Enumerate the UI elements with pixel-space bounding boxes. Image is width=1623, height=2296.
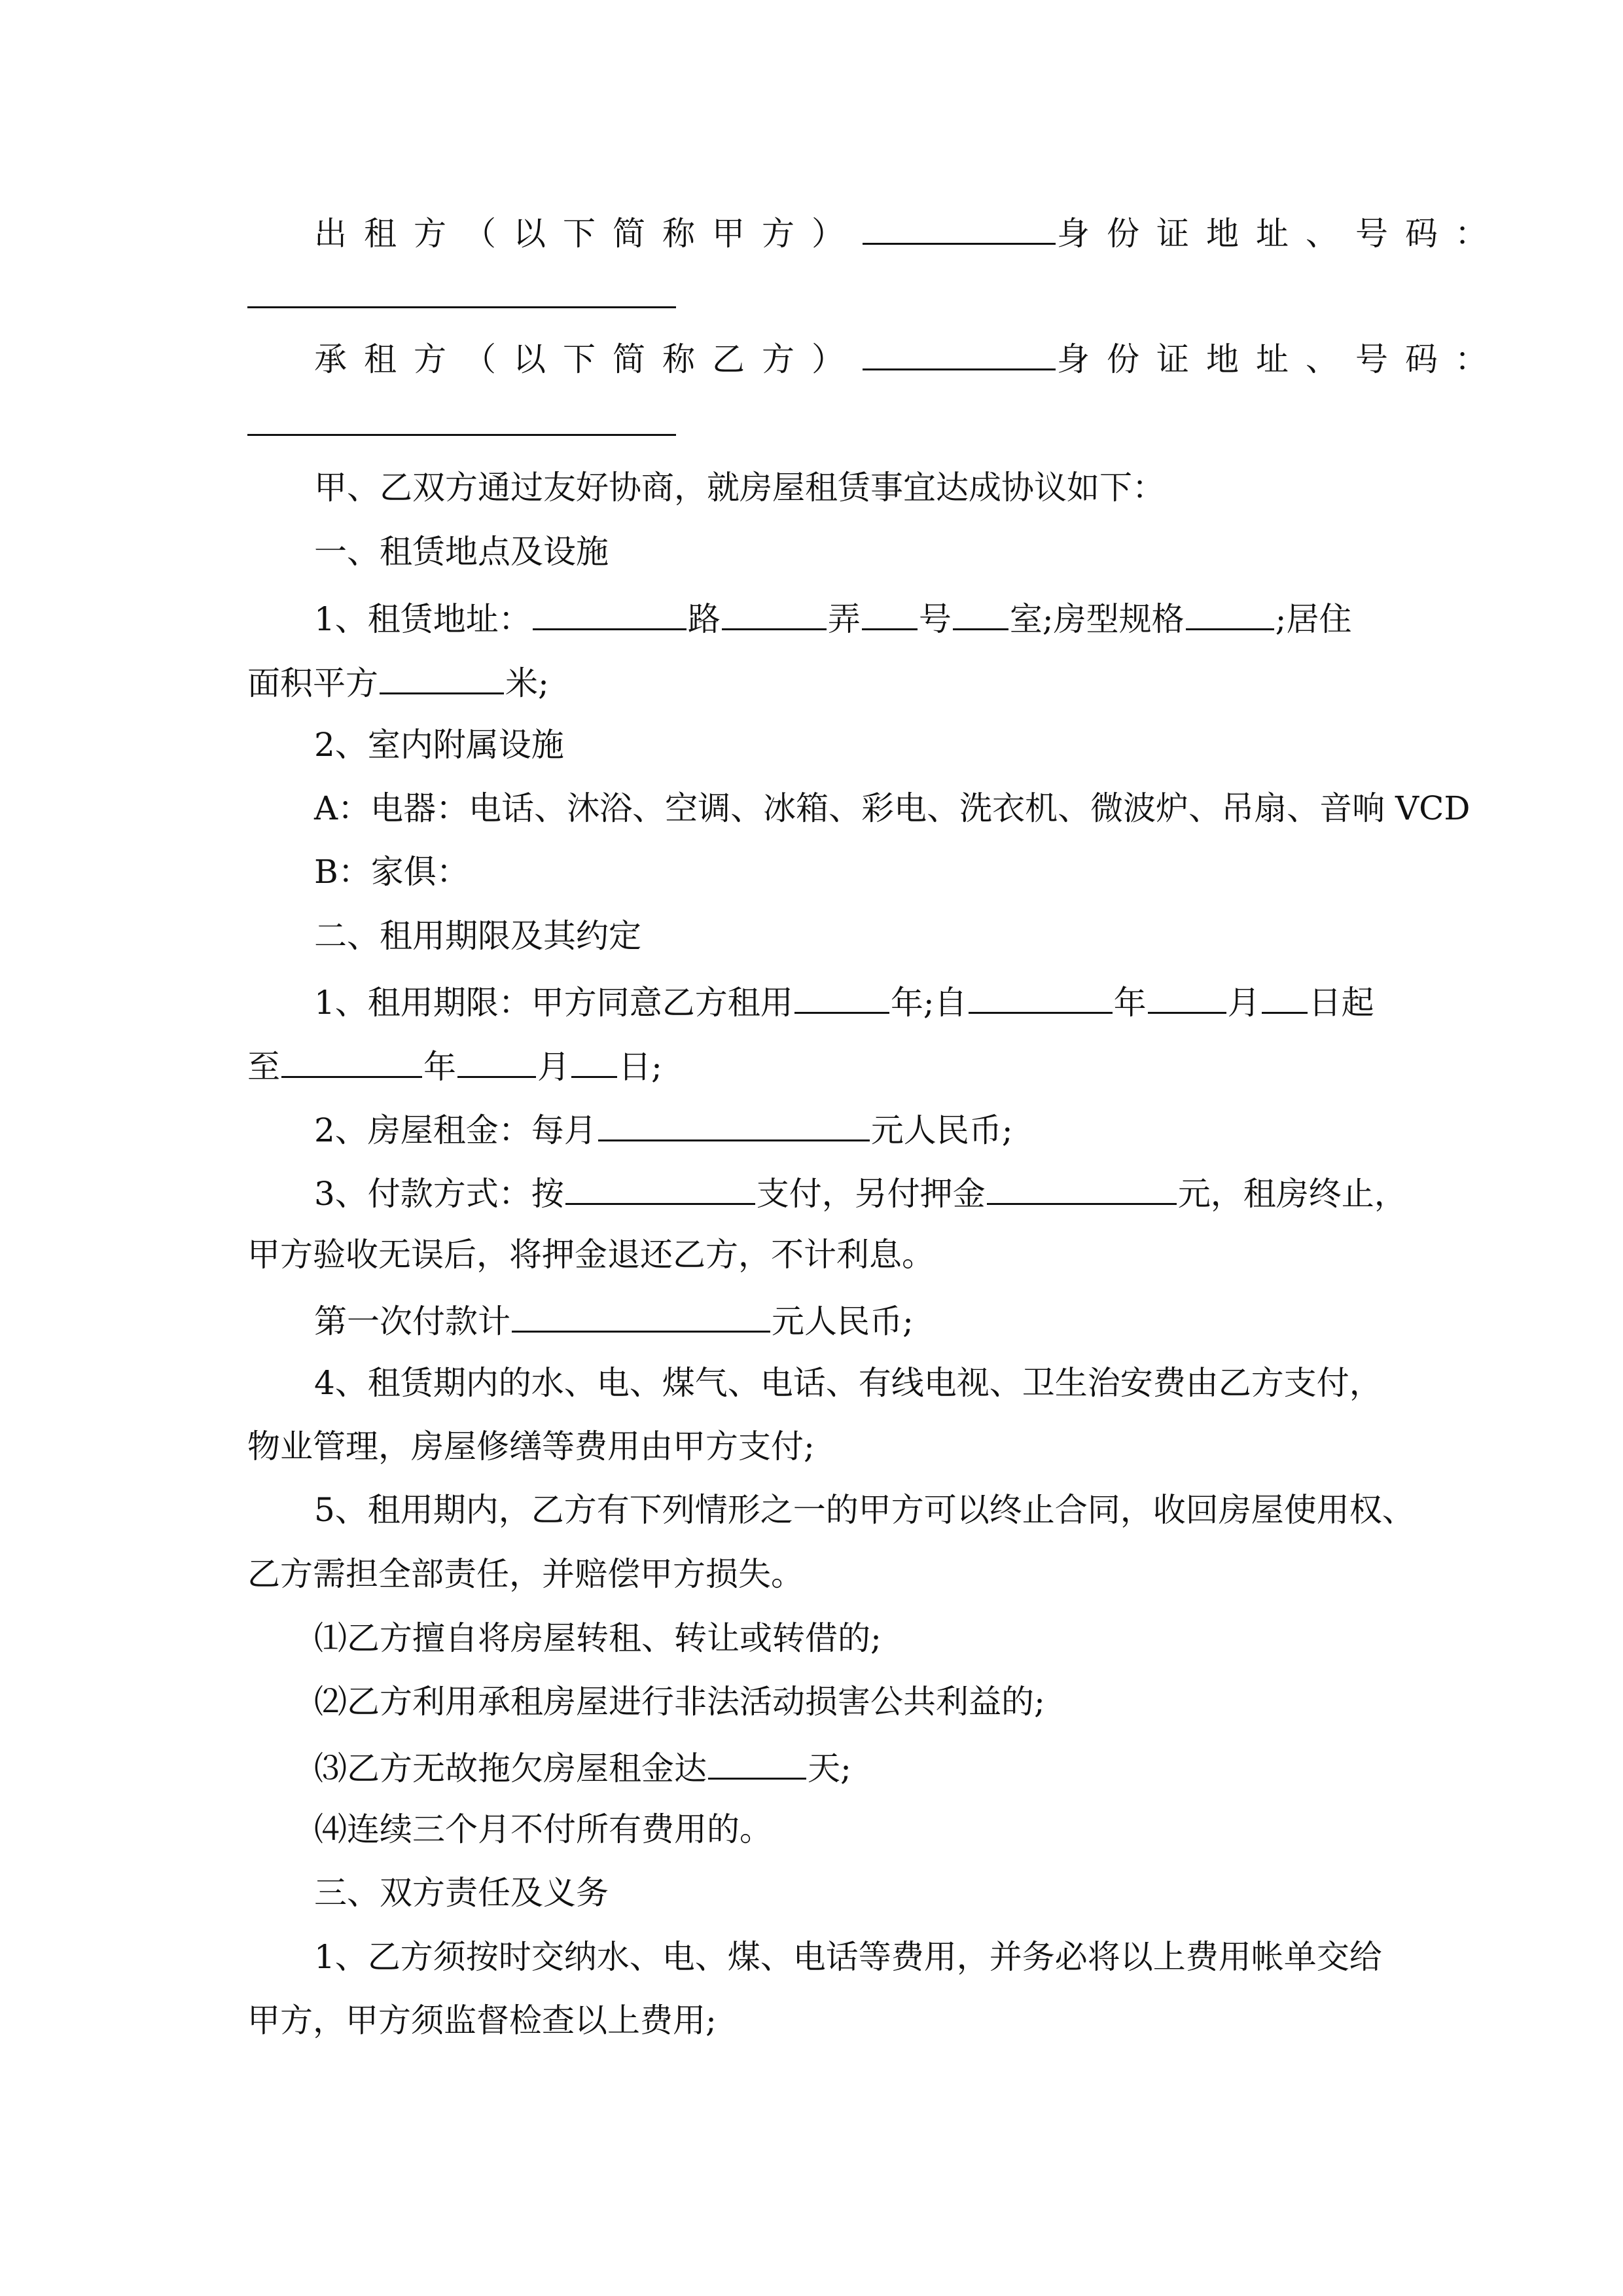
first-payment-unit: 元人民币; <box>772 1302 914 1340</box>
deposit-label: 支付，另付押金 <box>756 1175 986 1213</box>
facilities-title: 2、室内附属设施 <box>314 726 564 764</box>
condition-1: ⑴乙方擅自将房屋转租、转让或转借的; <box>314 1619 882 1657</box>
living-label: ;居住 <box>1275 600 1352 638</box>
area-label: 面积平方 <box>247 664 378 702</box>
arrears-label: ⑶乙方无故拖欠房屋租金达 <box>314 1749 707 1787</box>
payment-method-label: 3、付款方式：按 <box>314 1175 564 1213</box>
years-blank[interactable] <box>794 980 889 1014</box>
room-type-blank[interactable] <box>1186 597 1274 630</box>
section-3-title: 三、双方责任及义务 <box>314 1874 609 1912</box>
condition-4: ⑷连续三个月不付所有费用的。 <box>314 1810 772 1848</box>
start-year-label: 年 <box>1113 984 1147 1022</box>
lease-term-label: 1、租用期限：甲方同意乙方租用 <box>314 984 793 1022</box>
lessee-id-label: 身份证地址、号码： <box>1057 340 1505 378</box>
utilities-line-2: 物业管理，房屋修缮等费用由甲方支付; <box>247 1427 815 1465</box>
area-line <box>247 661 549 700</box>
lessee-label: 承租方（以下简称乙方） <box>314 340 861 378</box>
road-blank[interactable] <box>533 597 687 630</box>
section-1-title: 一、租赁地点及设施 <box>314 533 609 571</box>
lessor-id-blank[interactable] <box>247 306 676 308</box>
first-payment-line <box>314 1299 914 1338</box>
rent-label: 2、房屋租金：每月 <box>314 1111 597 1149</box>
start-year-blank[interactable] <box>969 980 1113 1014</box>
lane-label: 弄 <box>827 600 861 638</box>
lease-end-line <box>247 1045 662 1084</box>
condition-2: ⑵乙方利用承租房屋进行非法活动损害公共利益的; <box>314 1683 1045 1721</box>
lessee-line <box>314 337 1505 376</box>
termination-line-2: 乙方需担全部责任，并赔偿甲方损失。 <box>247 1555 804 1593</box>
end-year-blank[interactable] <box>281 1045 422 1078</box>
lane-blank[interactable] <box>722 597 827 630</box>
appliances-list: A：电器：电话、沐浴、空调、冰箱、彩电、洗衣机、微波炉、吊扇、音响 VCD <box>314 789 1471 827</box>
obligation-line-1: 1、乙方须按时交纳水、电、煤、电话等费用，并务必将以上费用帐单交给 <box>314 1938 1382 1976</box>
rent-unit: 元人民币; <box>870 1111 1013 1149</box>
to-label: 至 <box>247 1048 280 1086</box>
rental-address-line <box>314 597 1352 636</box>
deposit-blank[interactable] <box>987 1172 1177 1205</box>
road-label: 路 <box>687 600 721 638</box>
utilities-line-1: 4、租赁期内的水、电、煤气、电话、有线电视、卫生治安费由乙方支付， <box>314 1364 1382 1402</box>
number-label: 号 <box>918 600 952 638</box>
termination-line-1: 5、租用期内，乙方有下列情形之一的甲方可以终止合同，收回房屋使用权、 <box>314 1491 1415 1529</box>
arrears-unit: 天; <box>808 1749 851 1787</box>
termination-label: 元，租房终止， <box>1177 1175 1407 1213</box>
start-month-label: 月 <box>1227 984 1260 1022</box>
rent-line <box>314 1108 1013 1147</box>
lessor-name-blank[interactable] <box>863 211 1056 245</box>
first-payment-blank[interactable] <box>512 1299 770 1333</box>
area-unit: 米; <box>505 664 549 702</box>
intro-text: 甲、乙双方通过友好协商，就房屋租赁事宜达成协议如下： <box>314 469 1165 507</box>
lessor-id-label: 身份证地址、号码： <box>1057 215 1505 253</box>
lease-term-line <box>314 980 1374 1020</box>
condition-3 <box>314 1746 851 1785</box>
room-blank[interactable] <box>953 597 1008 630</box>
end-month-label: 月 <box>537 1048 570 1086</box>
monthly-rent-blank[interactable] <box>598 1108 870 1141</box>
section-2-title: 二、租用期限及其约定 <box>314 917 641 955</box>
lessee-id-blank[interactable] <box>247 434 676 436</box>
end-day-label: 日; <box>618 1048 662 1086</box>
deposit-return-text: 甲方验收无误后，将押金退还乙方，不计利息。 <box>247 1236 935 1274</box>
rental-address-label: 1、租赁地址： <box>314 600 531 638</box>
lessor-line <box>314 211 1505 251</box>
end-year-label: 年 <box>423 1048 456 1086</box>
start-day-label: 日起 <box>1308 984 1374 1022</box>
from-label: 年;自 <box>890 984 967 1022</box>
obligation-line-2: 甲方，甲方须监督检查以上费用; <box>247 2001 717 2039</box>
end-day-blank[interactable] <box>571 1045 617 1078</box>
end-month-blank[interactable] <box>457 1045 536 1078</box>
arrears-days-blank[interactable] <box>708 1746 806 1780</box>
furniture-label: B：家俱： <box>314 853 469 891</box>
start-month-blank[interactable] <box>1148 980 1226 1014</box>
first-payment-label: 第一次付款计 <box>314 1302 510 1340</box>
lessor-label: 出租方（以下简称甲方） <box>314 215 861 253</box>
room-type-label: 室;房型规格 <box>1009 600 1185 638</box>
payment-method-line <box>314 1172 1407 1211</box>
start-day-blank[interactable] <box>1262 980 1308 1014</box>
area-blank[interactable] <box>380 661 504 694</box>
number-blank[interactable] <box>862 597 918 630</box>
lessee-name-blank[interactable] <box>863 337 1056 370</box>
payment-cycle-blank[interactable] <box>565 1172 755 1205</box>
